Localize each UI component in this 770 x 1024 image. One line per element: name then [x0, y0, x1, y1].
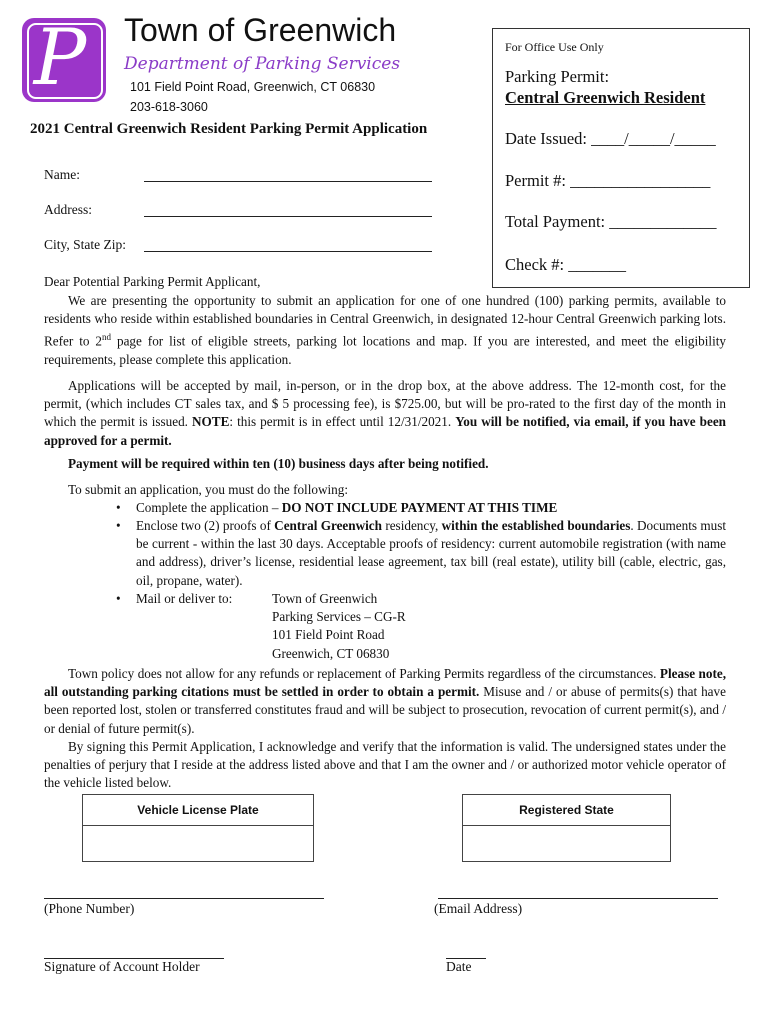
cost-paragraph: Applications will be accepted by mail, in-person, or in the drop box, at the above address. The 12-month cost, for the permit, (which includes CT sales tax, and $ 5 processing fee), is $725.00, but will be pro-rated to the first day of the month in which the permit is issued. NOTE: this permit is in effect until 12/31/2021. You will be notified, via email, if you have been approved for a permit.: [44, 378, 727, 448]
vehicle-license-plate-label: Vehicle License Plate: [83, 795, 313, 826]
name-input[interactable]: [144, 181, 432, 182]
form-title: 2021 Central Greenwich Resident Parking Permit Application: [30, 121, 428, 137]
total-payment-field: Total Payment: _____________: [505, 212, 717, 231]
logo-letter: P: [33, 13, 87, 103]
mail-address-line: 101 Field Point Road: [272, 627, 385, 643]
phone-number-label: (Phone Number): [44, 901, 135, 916]
email-address-label: (Email Address): [434, 901, 523, 916]
permit-number-field: Permit #: _________________: [505, 171, 711, 190]
phone-number-line[interactable]: [44, 898, 324, 899]
registered-state-label: Registered State: [463, 795, 670, 826]
department-phone: 203-618-3060: [130, 100, 208, 114]
email-address-line[interactable]: [438, 898, 718, 899]
department-address: 101 Field Point Road, Greenwich, CT 06830: [130, 80, 376, 94]
signature-label: Signature of Account Holder: [44, 959, 200, 974]
payment-notice: Payment will be required within ten (10) business days after being notified.: [68, 456, 489, 471]
vehicle-license-plate-box[interactable]: [82, 794, 314, 862]
bullet-icon: •: [116, 518, 121, 533]
town-name: Town of Greenwich: [124, 12, 397, 48]
check-number-field: Check #: _______: [505, 255, 626, 274]
city-state-zip-input[interactable]: [144, 251, 432, 252]
date-issued-field: Date Issued: ____/_____/_____: [505, 129, 716, 148]
permit-type: Central Greenwich Resident: [505, 88, 706, 107]
registered-state-box[interactable]: [462, 794, 671, 862]
mail-address-line: Town of Greenwich: [272, 591, 378, 606]
salutation: Dear Potential Parking Permit Applicant,: [44, 274, 261, 289]
bullet-icon: •: [116, 500, 121, 515]
submit-intro: To submit an application, you must do the following:: [68, 482, 349, 497]
mail-address-line: Greenwich, CT 06830: [272, 645, 390, 661]
bullet-proofs-of-residency: Enclose two (2) proofs of Central Greenwich residency, within the established boundaries. Documents must be current - within the last 30 days. Acceptable proofs of residency: current automobile registration (with name and address), driver’s license, residential lease agreement, tax bill (real estate), utility bill (cable, electric, gas, oil, propane, water).: [136, 518, 726, 588]
bullet-complete-application: Complete the application – DO NOT INCLUDE PAYMENT AT THIS TIME: [136, 500, 558, 515]
intro-paragraph: We are presenting the opportunity to submit an application for one of one hundred (100) parking permits, available to residents who reside within established boundaries in Central Greenwich, in designated 12-hour Central Greenwich parking lots. Refer to 2nd page for list of eligible streets, parking lot locations and map. If you are interested, and meet the eligibility requirements, please complete this application.: [44, 293, 727, 367]
date-label: Date: [446, 959, 472, 974]
address-input[interactable]: [144, 216, 432, 217]
office-use-heading: For Office Use Only: [505, 40, 604, 54]
office-use-box: [492, 28, 750, 288]
mail-address-line: Parking Services – CG-R: [272, 609, 406, 625]
mail-deliver-label: Mail or deliver to:: [136, 591, 233, 606]
parking-logo: [22, 13, 106, 103]
name-label: Name:: [44, 167, 80, 182]
address-label: Address:: [44, 202, 92, 217]
bullet-icon: •: [116, 591, 121, 606]
city-state-zip-label: City, State Zip:: [44, 237, 126, 252]
permit-label: Parking Permit:: [505, 67, 610, 86]
policy-paragraph: Town policy does not allow for any refunds or replacement of Parking Permits regardless of the circumstances. Please note, all outstanding parking citations must be settled in order to obtain a permit. Misuse and / or abuse of permits(s) that have been reported lost, stolen or transferred constitutes fraud and will be subject to prosecution, revocation of current permit(s), and / or denial of future permit(s).: [44, 666, 726, 736]
acknowledgement-paragraph: By signing this Permit Application, I acknowledge and verify that the information is valid. The undersigned states under the penalties of perjury that I reside at the address listed above and that I am the owner and / or authorized motor vehicle operator of the vehicle listed below.: [44, 739, 726, 791]
mail-address-block: [272, 590, 406, 663]
department-name: Department of Parking Services: [124, 54, 401, 74]
